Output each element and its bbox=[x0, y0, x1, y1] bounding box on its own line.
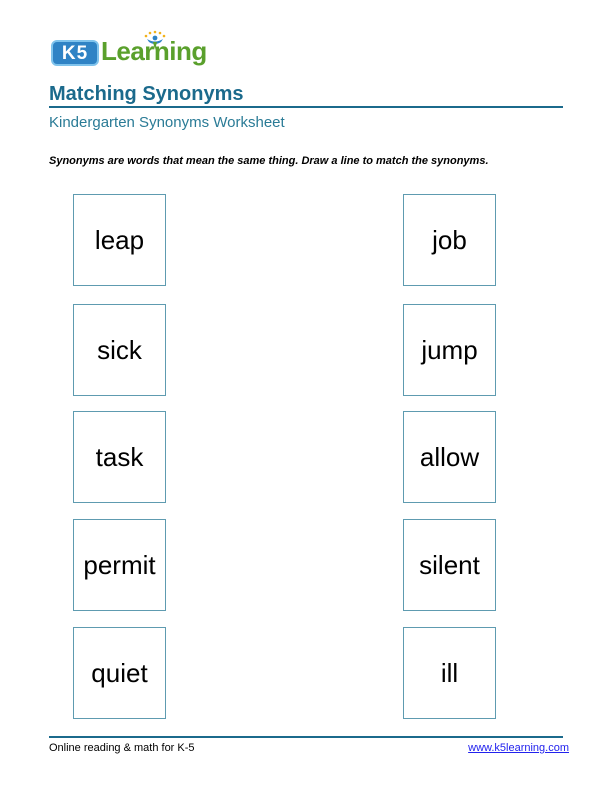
page-title: Matching Synonyms bbox=[49, 83, 244, 105]
logo-wordmark: Learning bbox=[101, 36, 207, 66]
word-box-right[interactable]: jump bbox=[403, 304, 496, 396]
k5-badge: K5 bbox=[51, 40, 99, 66]
footer-divider bbox=[49, 736, 563, 738]
word-box-left[interactable]: sick bbox=[73, 304, 166, 396]
footer-tagline: Online reading & math for K-5 bbox=[49, 742, 195, 754]
word-box-right[interactable]: job bbox=[403, 194, 496, 286]
k5-learning-logo bbox=[51, 32, 207, 68]
word-box-right[interactable]: silent bbox=[403, 519, 496, 611]
instructions: Synonyms are words that mean the same thing. Draw a line to match the synonyms. bbox=[49, 155, 489, 167]
footer-website-link[interactable]: www.k5learning.com bbox=[468, 742, 569, 754]
word-box-left[interactable]: quiet bbox=[73, 627, 166, 719]
word-box-left[interactable]: leap bbox=[73, 194, 166, 286]
word-box-left[interactable]: permit bbox=[73, 519, 166, 611]
page-subtitle: Kindergarten Synonyms Worksheet bbox=[49, 114, 285, 131]
header-divider bbox=[49, 106, 563, 108]
word-box-left[interactable]: task bbox=[73, 411, 166, 503]
word-box-right[interactable]: allow bbox=[403, 411, 496, 503]
word-box-right[interactable]: ill bbox=[403, 627, 496, 719]
